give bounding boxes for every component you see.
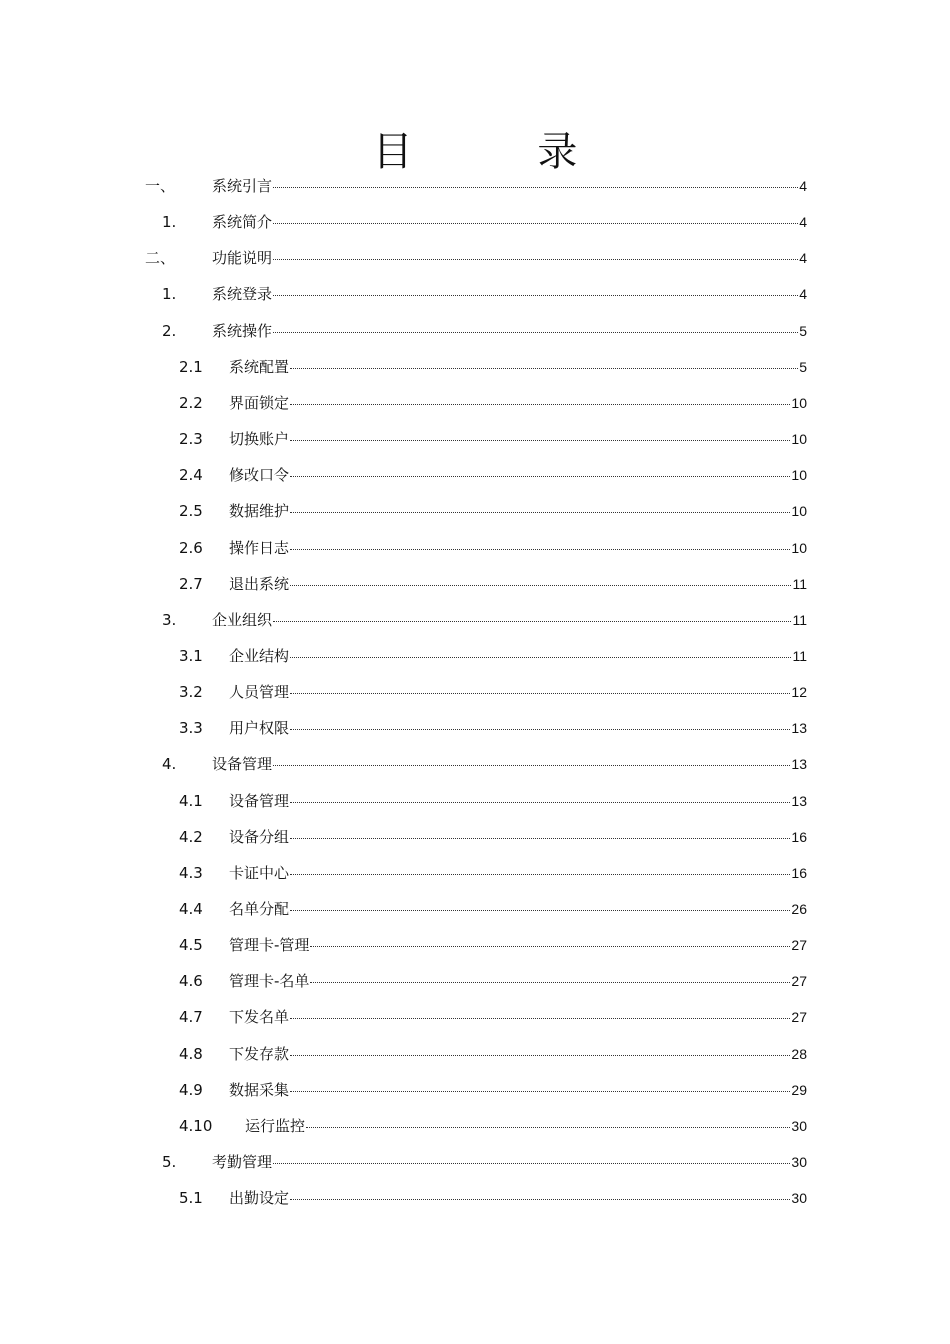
- toc-entry-page-number: 27: [791, 1009, 807, 1026]
- toc-entry[interactable]: [0, 493, 950, 529]
- toc-entry[interactable]: [0, 746, 950, 782]
- toc-entry-line: [212, 276, 807, 312]
- toc-entry-page-number: 11: [792, 575, 807, 592]
- toc-entry[interactable]: [0, 1144, 950, 1180]
- toc-entry[interactable]: [0, 710, 950, 746]
- toc-entry-number: 4.1: [179, 791, 203, 810]
- toc-entry-title[interactable]: 界面锁定: [229, 393, 290, 412]
- toc-entry-line: [229, 385, 807, 421]
- toc-dot-leader: [290, 693, 790, 694]
- toc-entry-title[interactable]: 功能说明: [212, 249, 273, 268]
- toc-entry-page-number: 4: [799, 286, 807, 303]
- toc-entry-line: [229, 819, 807, 855]
- toc-dot-leader: [290, 404, 790, 405]
- toc-entry-line: [229, 999, 807, 1035]
- toc-entry-line: [229, 1036, 807, 1072]
- toc-entry-title[interactable]: 企业结构: [229, 646, 290, 665]
- toc-entry-line: [229, 530, 807, 566]
- toc-entry-page-number: 16: [791, 828, 807, 845]
- toc-dot-leader: [290, 476, 790, 477]
- toc-entry-number: 二、: [145, 249, 176, 268]
- toc-entry-page-number: 26: [791, 901, 807, 917]
- toc-entry-line: [229, 710, 807, 746]
- toc-entry-title[interactable]: 考勤管理: [212, 1153, 273, 1172]
- toc-entry-title[interactable]: 管理卡-管理: [229, 936, 310, 955]
- toc-entry-number: 2.2: [179, 393, 203, 412]
- toc-entry[interactable]: [0, 1180, 950, 1216]
- toc-entry-line: [229, 1072, 807, 1108]
- toc-entry-line: [229, 674, 807, 710]
- toc-entry[interactable]: [0, 674, 950, 710]
- toc-entry-line: [212, 1144, 807, 1180]
- toc-entry-number: 2.4: [179, 466, 203, 485]
- toc-entry[interactable]: [0, 855, 950, 891]
- toc-entry-title[interactable]: 下发名单: [229, 1008, 290, 1027]
- toc-entry-line: [212, 313, 807, 349]
- toc-entry-page-number: 30: [791, 1154, 807, 1171]
- toc-entry-number: 2.6: [179, 538, 203, 557]
- toc-dot-leader: [273, 765, 790, 766]
- toc-title: 目 录: [372, 129, 634, 175]
- toc-entry-line: [212, 746, 807, 782]
- toc-entry[interactable]: [0, 963, 950, 999]
- toc-entry-line: [229, 1180, 807, 1216]
- toc-entry-title[interactable]: 系统简介: [212, 213, 273, 232]
- toc-entry[interactable]: [0, 530, 950, 566]
- toc-entry[interactable]: [0, 783, 950, 819]
- toc-entry[interactable]: [0, 313, 950, 349]
- toc-entry-number: 2.1: [179, 357, 203, 376]
- toc-entry-number: 4.10: [179, 1116, 213, 1135]
- toc-entry-line: [212, 168, 807, 204]
- toc-entry-number: 5.: [162, 1153, 177, 1172]
- toc-dot-leader: [290, 874, 790, 875]
- toc-dot-leader: [290, 1055, 790, 1056]
- toc-entry-number: 2.5: [179, 502, 203, 521]
- toc-entry-title[interactable]: 设备管理: [229, 791, 290, 810]
- toc-entry-page-number: 12: [791, 684, 807, 701]
- toc-entry-line: [229, 493, 807, 529]
- toc-entry-title[interactable]: 设备管理: [212, 755, 273, 774]
- toc-entry[interactable]: [0, 457, 950, 493]
- toc-entry-page-number: 5: [799, 322, 807, 339]
- toc-dot-leader: [290, 512, 790, 513]
- toc-entry-line: [212, 240, 807, 276]
- toc-entry-page-number: 30: [791, 1190, 807, 1207]
- toc-dot-leader: [310, 946, 790, 947]
- toc-entry-number: 4.5: [179, 936, 203, 955]
- toc-entry-page-number: 27: [791, 973, 807, 990]
- toc-entry-title[interactable]: 名单分配: [229, 900, 290, 918]
- toc-entry-line: [212, 204, 807, 240]
- toc-dot-leader: [290, 910, 790, 911]
- toc-dot-leader: [273, 223, 798, 224]
- toc-entry-page-number: 4: [799, 178, 807, 194]
- toc-entry-page-number: 10: [791, 394, 807, 411]
- toc-entry[interactable]: [0, 566, 950, 602]
- toc-entry-number: 4.8: [179, 1044, 203, 1063]
- toc-entry-line: [229, 963, 807, 999]
- toc-entry[interactable]: [0, 638, 950, 674]
- toc-dot-leader: [273, 332, 798, 333]
- toc-dot-leader: [290, 838, 790, 839]
- toc-entry-title[interactable]: 退出系统: [229, 574, 290, 593]
- toc-entry-title[interactable]: 企业组织: [212, 610, 273, 629]
- toc-dot-leader: [290, 549, 790, 550]
- toc-dot-leader: [290, 1199, 790, 1200]
- toc-dot-leader: [290, 440, 790, 441]
- toc-dot-leader: [290, 1018, 790, 1019]
- toc-entry-number: 一、: [145, 177, 176, 195]
- toc-entry-title[interactable]: 切换账户: [229, 430, 290, 449]
- toc-entry[interactable]: [0, 891, 950, 927]
- toc-entry-number: 4.: [162, 755, 177, 774]
- toc-entry[interactable]: [0, 240, 950, 276]
- toc-entry[interactable]: [0, 927, 950, 963]
- toc-entry-page-number: 28: [791, 1045, 807, 1062]
- toc-entry-page-number: 10: [791, 503, 807, 520]
- toc-dot-leader: [290, 729, 790, 730]
- toc-dot-leader: [273, 295, 798, 296]
- toc-entry-number: 4.3: [179, 863, 203, 882]
- toc-entry[interactable]: [0, 276, 950, 312]
- toc-dot-leader: [273, 621, 791, 622]
- toc-entry-page-number: 5: [799, 358, 807, 375]
- toc-entry-number: 1.: [162, 285, 177, 304]
- toc-entry-line: [229, 457, 807, 493]
- toc-entry-title[interactable]: 下发存款: [229, 1044, 290, 1063]
- toc-entry-title[interactable]: 数据采集: [229, 1080, 290, 1099]
- toc-entry-number: 2.7: [179, 574, 203, 593]
- toc-dot-leader: [310, 982, 790, 983]
- toc-entry-line: [229, 891, 807, 927]
- toc-entry-title[interactable]: 人员管理: [229, 683, 290, 702]
- toc-entry-number: 4.4: [179, 900, 203, 918]
- toc-dot-leader: [273, 1163, 790, 1164]
- toc-entry-title[interactable]: 修改口令: [229, 466, 290, 485]
- toc-entry[interactable]: [0, 349, 950, 385]
- toc-entry-line: [229, 566, 807, 602]
- toc-entry-page-number: 4: [799, 250, 807, 267]
- toc-entry-page-number: 4: [799, 214, 807, 231]
- toc-entry-number: 2.3: [179, 430, 203, 449]
- toc-dot-leader: [273, 259, 798, 260]
- toc-entry-line: [229, 783, 807, 819]
- toc-dot-leader: [290, 368, 798, 369]
- toc-entry-number: 3.3: [179, 719, 203, 738]
- toc-entry-title[interactable]: 运行监控: [245, 1116, 306, 1135]
- toc-entry-title[interactable]: 卡证中心: [229, 863, 290, 882]
- toc-entry-page-number: 16: [791, 864, 807, 881]
- toc-entry[interactable]: [0, 421, 950, 457]
- toc-entry[interactable]: [0, 1036, 950, 1072]
- toc-entry-page-number: 30: [791, 1117, 807, 1134]
- toc-entry-page-number: 11: [792, 611, 807, 628]
- toc-entry[interactable]: [0, 1072, 950, 1108]
- toc-dot-leader: [290, 802, 790, 803]
- toc-entry-line: [229, 421, 807, 457]
- toc-entry[interactable]: [0, 1108, 950, 1144]
- toc-entry-line: [229, 638, 807, 674]
- toc-entry[interactable]: [0, 999, 950, 1035]
- toc-entry-page-number: 29: [791, 1081, 807, 1098]
- toc-entry-title[interactable]: 用户权限: [229, 719, 290, 738]
- toc-dot-leader: [290, 657, 791, 658]
- toc-entry-page-number: 11: [792, 647, 807, 664]
- toc-entry[interactable]: [0, 204, 950, 240]
- toc-entry-page-number: 13: [791, 792, 807, 809]
- toc-entry[interactable]: [0, 602, 950, 638]
- toc-entry-line: [229, 855, 807, 891]
- toc-entry-number: 4.6: [179, 972, 203, 991]
- toc-dot-leader: [290, 585, 791, 586]
- toc-entry-page-number: 10: [791, 431, 807, 448]
- toc-entry-line: [212, 602, 807, 638]
- toc-entry-page-number: 27: [791, 937, 807, 954]
- toc-entry-line: [245, 1108, 807, 1144]
- toc-entry[interactable]: [0, 819, 950, 855]
- toc-entry-line: [229, 927, 807, 963]
- toc-entry-page-number: 13: [791, 756, 807, 773]
- toc-dot-leader: [306, 1127, 790, 1128]
- toc-entry-title[interactable]: 出勤设定: [229, 1189, 290, 1208]
- toc-entry-number: 5.1: [179, 1189, 203, 1208]
- toc-entry-number: 4.2: [179, 827, 203, 846]
- toc-entry-title[interactable]: 管理卡-名单: [229, 972, 310, 991]
- toc-entry-page-number: 10: [791, 539, 807, 556]
- toc-entry[interactable]: [0, 168, 950, 204]
- toc-entry-number: 2.: [162, 321, 177, 340]
- toc-entry-title[interactable]: 系统操作: [212, 321, 273, 340]
- toc-entry[interactable]: [0, 385, 950, 421]
- toc-dot-leader: [290, 1091, 790, 1092]
- toc-entry-number: 3.: [162, 610, 177, 629]
- toc-entry-title[interactable]: 系统登录: [212, 285, 273, 304]
- toc-entry-title[interactable]: 系统配置: [229, 357, 290, 376]
- toc-entry-title[interactable]: 数据维护: [229, 502, 290, 521]
- toc-entry-page-number: 10: [791, 467, 807, 484]
- toc-entry-number: 4.7: [179, 1008, 203, 1027]
- toc-entry-number: 1.: [162, 213, 177, 232]
- toc-entry-title[interactable]: 设备分组: [229, 827, 290, 846]
- toc-entry-page-number: 13: [791, 720, 807, 737]
- toc-entry-line: [229, 349, 807, 385]
- toc-entry-number: 3.1: [179, 646, 203, 665]
- toc-entry-number: 3.2: [179, 683, 203, 702]
- toc-entry-title[interactable]: 系统引言: [212, 177, 273, 195]
- toc-entry-number: 4.9: [179, 1080, 203, 1099]
- toc-entry-title[interactable]: 操作日志: [229, 538, 290, 557]
- toc-dot-leader: [273, 187, 798, 188]
